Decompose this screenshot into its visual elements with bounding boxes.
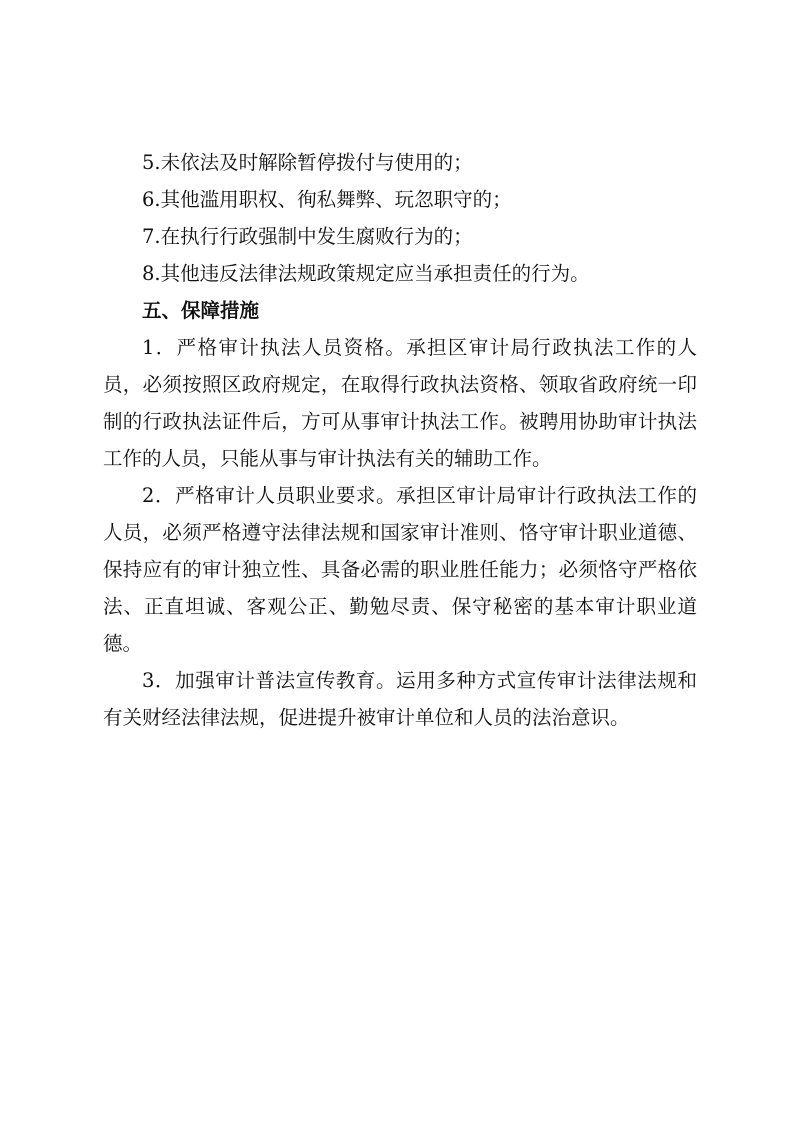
list-item-5: 5.未依法及时解除暂停拨付与使用的； — [142, 151, 473, 174]
paragraph-3: 3．加强审计普法宣传教育。运用多种方式宣传审计法律法规和有关财经法律法规，促进提升被审计单位和人员的法治意识。 — [103, 669, 697, 729]
list-item-7: 7.在执行行政强制中发生腐败行为的； — [142, 225, 473, 248]
section-heading: 五、保障措施 — [142, 299, 260, 322]
list-item-8: 8.其他违反法律法规政策规定应当承担责任的行为。 — [142, 262, 590, 285]
document-page — [103, 144, 697, 736]
paragraph-1: 1．严格审计执法人员资格。承担区审计局行政执法工作的人员，必须按照区政府规定，在取得行政执法资格、领取省政府统一印制的行政执法证件后，方可从事审计执法工作。被聘用协助审计执法工作的人员，只能从事与审计执法有关的辅助工作。 — [103, 336, 697, 470]
paragraph-2: 2．严格审计人员职业要求。承担区审计局审计行政执法工作的人员，必须严格遵守法律法规和国家审计准则、恪守审计职业道德、保持应有的审计独立性、具备必需的职业胜任能力；必须恪守严格依法、正直坦诚、客观公正、勤勉尽责、保守秘密的基本审计职业道德。 — [103, 484, 697, 655]
list-item-6: 6.其他滥用职权、徇私舞弊、玩忽职守的； — [142, 188, 512, 211]
